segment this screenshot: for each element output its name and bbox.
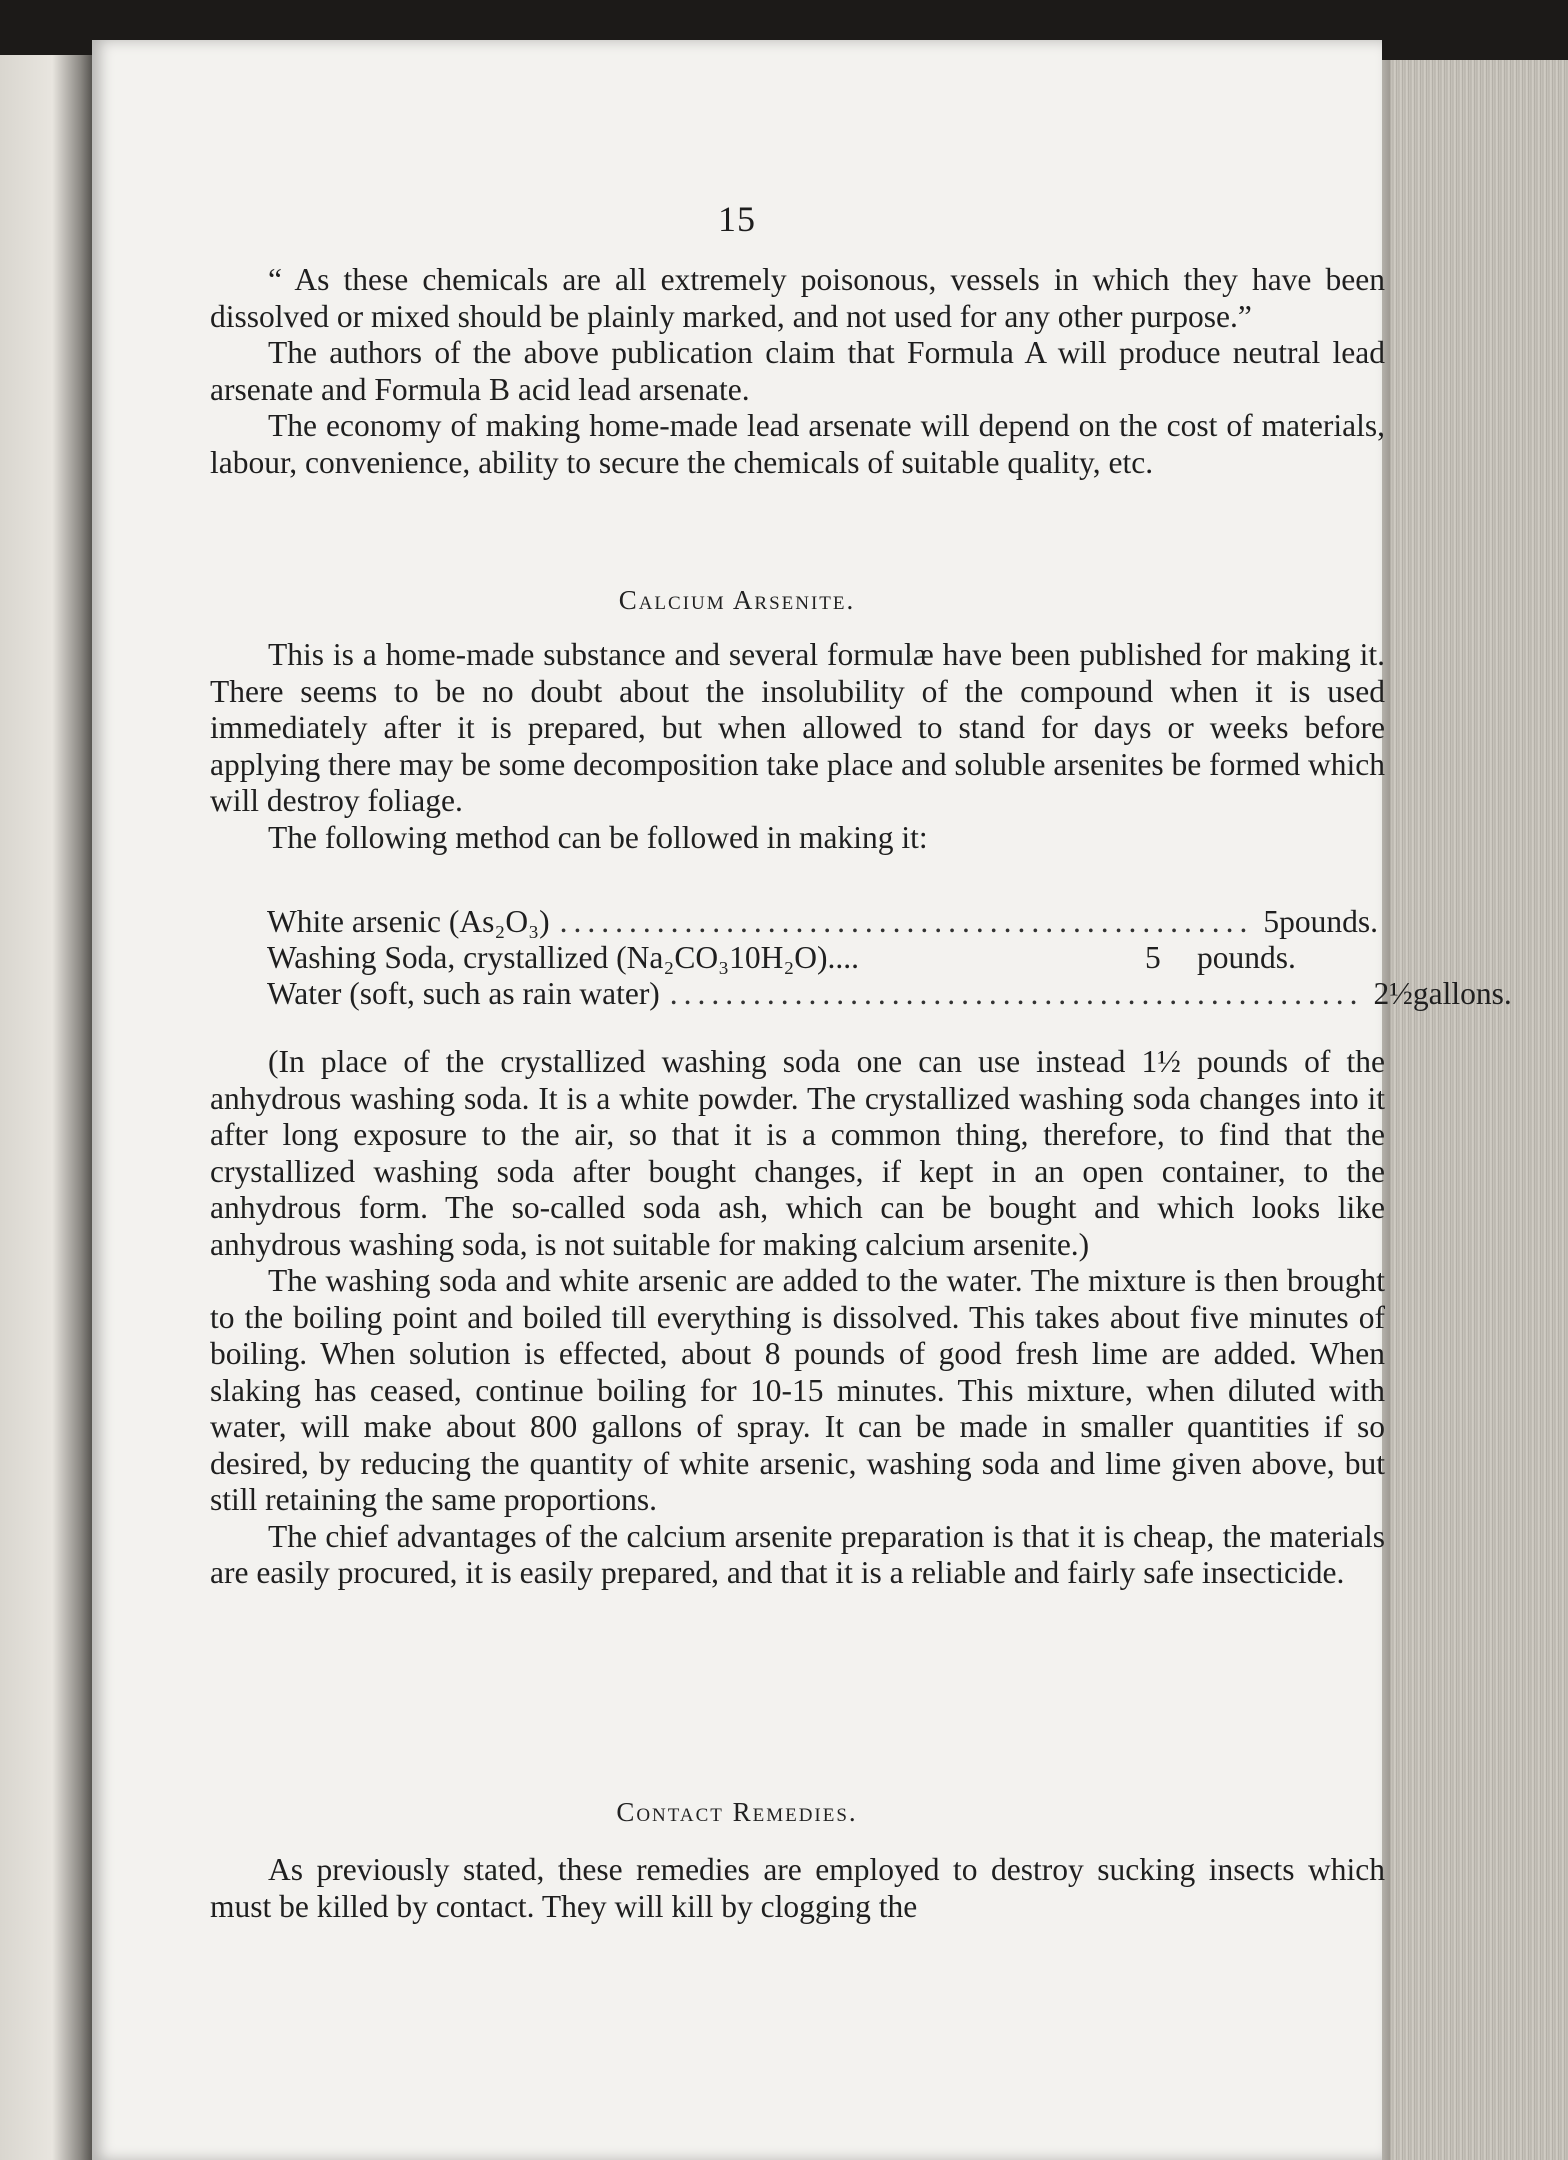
recipe-item: White arsenic (As₂O₃) <box>267 904 550 939</box>
recipe-item: Water (soft, such as rain water) <box>267 976 660 1011</box>
recipe-table <box>267 904 1512 1012</box>
opening-text <box>210 262 1385 481</box>
advantages-paragraph: The chief advantages of the calcium arsenite preparation is that it is cheap, the materials are easily procured, it is easily prepared, and that it is a reliable and fairly safe insecticide. <box>210 1518 1385 1590</box>
calcium-arsenite-text <box>210 637 1385 856</box>
recipe-qty: 5 <box>1145 940 1161 975</box>
authors-paragraph: The authors of the above publication claim that Formula A will produce neutral lead arsenate and Formula B acid lead arsenate. <box>210 335 1385 407</box>
page-stack-edge <box>1385 60 1568 2160</box>
recipe-qty: 2½ <box>1373 976 1413 1011</box>
economy-paragraph: The economy of making home-made lead arsenate will depend on the cost of materials, labour, convenience, ability to secure the chemicals of suitable quality, etc. <box>210 408 1385 480</box>
recipe-qty: 5 <box>1263 904 1280 939</box>
left-page-edge <box>0 55 95 2160</box>
recipe-unit: pounds. <box>1197 940 1296 975</box>
preparation-text <box>210 1044 1385 1592</box>
quote-paragraph: “ As these chemicals are all extremely poisonous, vessels in which they have been dissolved or mixed should be plainly marked, and not used for any other purpose.” <box>210 262 1385 334</box>
book-page <box>92 40 1512 2160</box>
section-heading-calcium-arsenite: Calcium Arsenite. <box>618 585 856 615</box>
calcium-intro-paragraph: This is a home-made substance and several formulæ have been published for making it. There seems to be no doubt about the insolubility of the compound when it is used immediately after it is prepared, but when allowed to stand for days or weeks before applying there may be some decomposition take place and soluble arsenites be formed which will destroy foliage. <box>210 637 1385 818</box>
recipe-unit: pounds. <box>1279 904 1378 939</box>
leader-dots: .................................................. <box>669 976 1364 1011</box>
contact-remedies-text <box>210 1852 1385 1925</box>
contact-paragraph: As previously stated, these remedies are employed to destroy sucking insects which must be killed by contact. They will kill by clogging the <box>210 1852 1385 1924</box>
recipe-row <box>267 940 1317 976</box>
recipe-row <box>267 976 1512 1012</box>
recipe-unit: gallons. <box>1412 976 1512 1011</box>
soda-note-paragraph: (In place of the crystallized washing soda one can use instead 1½ pounds of the anhydrous washing soda. It is a white powder. The crystallized washing soda changes into it after long exposure to the air, so that it is a common thing, therefore, to find that the crystallized washing soda after bought changes, if kept in an open container, to the anhydrous form. The so-called soda ash, which can be bought and which looks like anhydrous washing soda, is not suitable for making calcium arsenite.) <box>210 1044 1385 1262</box>
procedure-paragraph: The washing soda and white arsenic are added to the water. The mixture is then brought to the boiling point and boiled till everything is dissolved. This takes about five minutes of boiling. When solution is effected, about 8 pounds of good fresh lime are added. When slaking has ceased, continue boiling for 10-15 minutes. This mixture, when diluted with water, will make about 800 gallons of spray. It can be made in smaller quantities if so desired, by reducing the quantity of white arsenic, washing soda and lime given above, but still retaining the same proportions. <box>210 1263 1385 1517</box>
page-number: 15 <box>718 199 756 239</box>
recipe-item: Washing Soda, crystallized (Na₂CO₃10H₂O).... <box>267 940 860 975</box>
leader-dots: .................................................. <box>559 904 1254 939</box>
recipe-row <box>267 904 1378 940</box>
section-heading-contact-remedies: Contact Remedies. <box>616 1797 858 1827</box>
method-intro-paragraph: The following method can be followed in making it: <box>268 819 928 855</box>
